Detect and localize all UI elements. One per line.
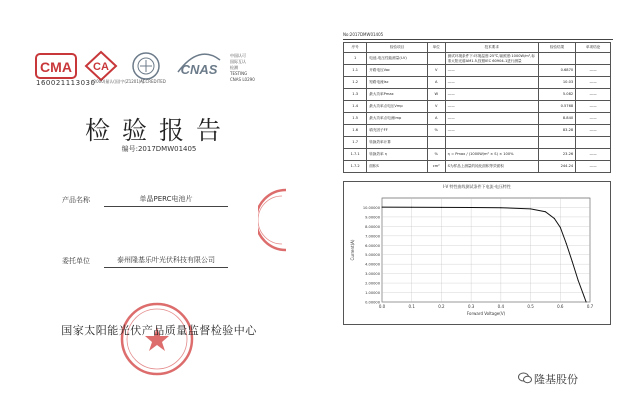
x-tick-label: 0.3 [467,304,475,309]
ca-certificate-caption: (2000)量认(国)字(Z1201)号 [92,79,145,84]
row-unit: A [427,113,445,125]
row-requirement: —— [445,89,538,101]
row-requirement: η = Pmax / (1000W/m² × S) × 100% [445,149,538,161]
table-row [344,77,611,89]
y-tick-label: 8.00000 [365,224,380,229]
y-tick-label: 7.00000 [365,234,380,239]
row-requirement: 测试环境条件下:环境温度:25℃,辐照度:1000W/m²,标准太阳光谱AM1.5,按照IEC 60904-1进行测量 [445,53,538,65]
row-result: 0.5768 [538,101,575,113]
y-tick-label: 9.00000 [365,215,380,220]
column-header: 单项结论 [576,43,611,53]
cnas-accredited-caption: ACCREDITED [140,79,166,84]
iv-curve-point [500,207,501,208]
x-tick-label: 0.1 [408,304,415,309]
row-result: 10.03 [538,77,575,89]
row-item: 最大功率Pmax [367,89,428,101]
official-red-stamp [118,300,196,378]
row-conclusion: —— [576,161,611,173]
row-number: 1.7.2 [344,161,367,173]
row-unit: V [427,65,445,77]
row-result [538,53,575,65]
row-item: 转换效率计算 [367,137,428,149]
y-tick-label: 2.00000 [365,281,380,286]
row-unit [427,53,445,65]
row-requirement: —— [445,125,538,137]
row-conclusion: —— [576,101,611,113]
row-conclusion: —— [576,149,611,161]
report-number: 编号:2017DMW01405 [121,145,197,153]
seam-stamp [258,188,288,252]
row-conclusion: —— [576,113,611,125]
column-header: 技术要求 [445,43,538,53]
document-title: 检验报告 [84,116,233,145]
row-conclusion [576,53,611,65]
y-tick-label: 4.00000 [365,262,380,267]
iv-curve-point [411,207,412,208]
row-requirement: —— [445,113,538,125]
watermark-text: 隆基股份 [534,373,578,386]
row-result: 5.082 [538,89,575,101]
row-unit: cm² [427,161,445,173]
column-header: 单位 [427,43,445,53]
svg-text:CMA: CMA [40,59,72,75]
row-result: 23.26 [538,149,575,161]
row-requirement [445,137,538,149]
y-tick-label: 0.00000 [365,300,380,305]
row-number: 1.3 [344,89,367,101]
row-number: 1.1 [344,65,367,77]
row-number: 1.7 [344,137,367,149]
table-row [344,113,611,125]
table-row [344,161,611,173]
row-unit: % [427,125,445,137]
x-tick-label: 0.2 [438,304,445,309]
row-result: 0.6870 [538,65,575,77]
certification-logos [34,50,284,96]
table-row [344,89,611,101]
row-requirement: —— [445,77,538,89]
row-result: 8.840 [538,113,575,125]
row-item: 转换效率 η [367,149,428,161]
row-conclusion [576,137,611,149]
row-item: 最大功率点电压Vmp [367,101,428,113]
row-result [538,137,575,149]
row-item: 短路电流Isc [367,77,428,89]
row-number: 1.4 [344,101,367,113]
column-header: 序号 [344,43,367,53]
iv-curve-point [578,280,579,281]
x-axis-label: Forward Voltage(V) [466,311,506,316]
row-result: 83.28 [538,125,575,137]
table-row [344,137,611,149]
results-table-header [344,43,611,53]
iv-curve-point [545,211,546,212]
iv-curve-point [586,302,587,303]
header-divider [343,39,613,40]
iv-curve-point [530,208,531,209]
iv-curve-point [471,207,472,208]
cnas-caption-line: CNAS L0290 [230,77,255,82]
national-emblem-seal [126,50,166,82]
svg-text:CNAS: CNAS [180,62,218,77]
table-row [344,53,611,65]
row-unit: W [427,89,445,101]
column-header: 检验结果 [538,43,575,53]
row-requirement: —— [445,101,538,113]
row-requirement: —— [445,65,538,77]
row-conclusion: —— [576,65,611,77]
ca-logo [84,50,118,82]
table-row [344,125,611,137]
column-header: 检验项目 [367,43,428,53]
svg-text:CA: CA [93,61,109,73]
iv-curve-point [560,227,561,228]
cnas-caption-line: 国际互认 [230,59,246,64]
row-number: 1.6 [344,125,367,137]
row-number: 1.2 [344,77,367,89]
y-tick-label: 3.00000 [365,272,380,277]
row-conclusion: —— [576,77,611,89]
y-tick-label: 10.00000 [362,205,380,210]
x-tick-label: 0.0 [378,304,386,309]
table-row [344,101,611,113]
row-number: 1.5 [344,113,367,125]
row-number: 1 [344,53,367,65]
x-tick-label: 0.5 [527,304,534,309]
row-unit: A [427,77,445,89]
row-requirement: S为样品上测量的钝化面积等效面积 [445,161,538,173]
product-name-value: 单晶PERC电池片 [104,194,228,207]
certificate-number: 160021113030 [36,79,96,87]
issuing-organization: 国家太阳能光伏产品质量监督检验中心 [61,324,257,337]
row-conclusion: —— [576,89,611,101]
row-item: 电池-电压性能测量(I-V) [367,53,428,65]
iv-curve-point [382,207,383,208]
row-item: 最大功率点电流Imp [367,113,428,125]
cnas-caption-line: TESTING [230,71,248,76]
y-axis-label: Current(A) [350,239,355,261]
wechat-icon [518,372,532,384]
iv-curve-plot [344,182,612,326]
table-row [344,65,611,77]
results-report-number: No:2017DMW01405 [343,32,384,37]
row-item: 开路电压Voc [367,65,428,77]
report-cover [0,0,318,408]
cnas-logo [174,50,224,82]
plot-frame [382,198,590,302]
row-item: 填充因子FF [367,125,428,137]
cnas-caption-line: 检测 [230,65,238,70]
row-conclusion: —— [576,125,611,137]
iv-curve-point [584,296,585,297]
chart-title: I-V 特性曲线测试条件下电流-电压特性 [443,184,511,189]
cma-logo [34,50,78,82]
cnas-caption [230,53,290,83]
y-tick-label: 5.00000 [365,253,380,258]
row-result: 244.24 [538,161,575,173]
x-tick-label: 0.7 [586,304,594,309]
x-tick-label: 0.6 [557,304,564,309]
row-unit: V [427,101,445,113]
iv-curve-point [554,218,555,219]
y-tick-label: 6.00000 [365,243,380,248]
iv-curve-point [572,261,573,262]
results-table-body [344,53,611,173]
iv-curve-chart [343,181,611,325]
row-unit: % [427,149,445,161]
client-value: 泰州隆基乐叶光伏科技有限公司 [104,255,228,268]
test-results-page [333,28,613,328]
row-item: 面积S [367,161,428,173]
x-tick-label: 0.4 [497,304,505,309]
cnas-caption-line: 中国认可 [230,53,246,58]
iv-curve-point [566,243,567,244]
iv-curve-point [441,207,442,208]
y-tick-label: 1.00000 [365,291,380,296]
row-number: 1.7.1 [344,149,367,161]
results-table [343,42,611,173]
product-name-label: 产品名称 [62,196,90,204]
row-unit [427,137,445,149]
client-label: 委托单位 [62,257,90,265]
table-row [344,149,611,161]
